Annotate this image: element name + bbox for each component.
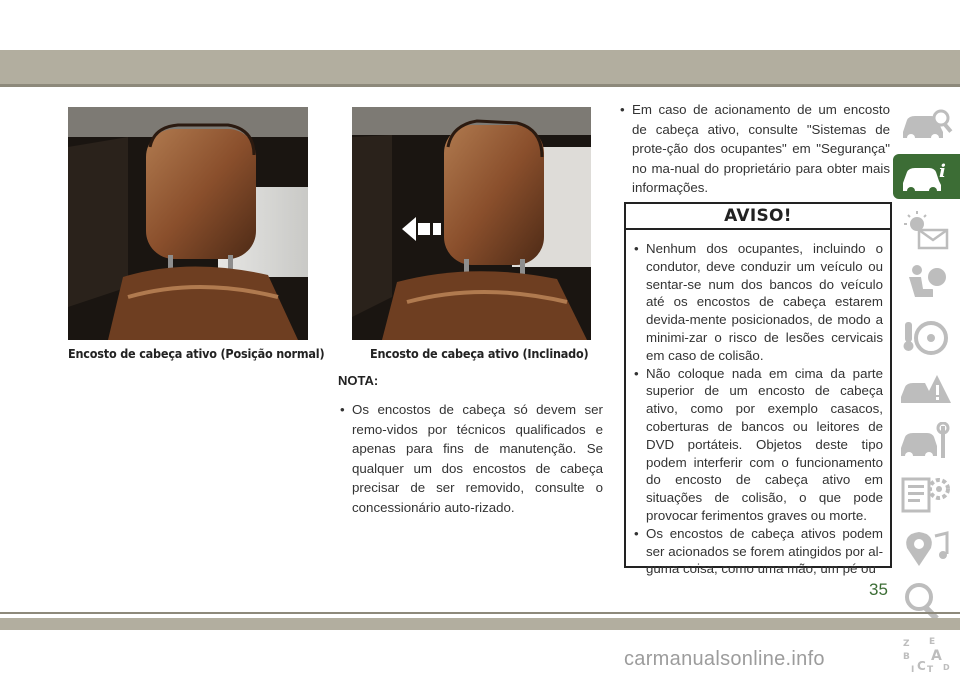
- alphabet-index-icon: [899, 634, 954, 674]
- bottom-band: [0, 618, 960, 630]
- svg-text:E: E: [929, 637, 936, 647]
- warning-body: [626, 230, 890, 578]
- note-text: [338, 400, 603, 517]
- headrest-inclined-photo: [352, 107, 591, 340]
- svg-text:Z: Z: [903, 639, 910, 649]
- warning-box: [624, 202, 892, 577]
- list-item: • Não coloque nada em cima da parte superior de um encosto de cabeça ativo, como por exemplo casacos, coberturas de bancos ou leitores de DVD portáteis. Objetos deste tipo podem interferir com o funcionamento do encosto de cabeça ativo em situações de colisão, o que pode provocar ferimentos graves ou morte.: [632, 365, 883, 525]
- tab-index[interactable]: [893, 578, 960, 623]
- figure-caption: Encosto de cabeça ativo (Posição normal): [68, 346, 325, 361]
- bottom-band-divider: [0, 612, 960, 614]
- watermark: carmanualsonline.info: [624, 648, 825, 670]
- tab-multimedia[interactable]: [893, 525, 960, 570]
- svg-text:i: i: [939, 161, 946, 182]
- list-item: • Os encostos de cabeça ativos podem ser acionados se forem atingidos por al-guma coisa, como uma mão, um pé ou: [632, 525, 883, 578]
- intro-text: [618, 100, 890, 198]
- tab-car-inspection[interactable]: [893, 101, 960, 146]
- tab-alphabetical-index[interactable]: [893, 631, 960, 676]
- page-number: 35: [869, 580, 888, 599]
- chapter-tabs: [893, 101, 960, 684]
- headrest-normal-photo: [68, 107, 308, 340]
- warning-title: AVISO!: [626, 204, 890, 230]
- car-tools-icon: [899, 422, 954, 462]
- tab-starting-operating[interactable]: [893, 313, 960, 358]
- tab-safety[interactable]: [893, 260, 960, 305]
- svg-text:I: I: [911, 665, 915, 674]
- svg-text:A: A: [931, 648, 942, 664]
- car-magnifier-icon: [899, 104, 954, 144]
- top-band: [0, 50, 960, 84]
- key-steering-wheel-icon: [899, 316, 954, 356]
- tab-technical-specs[interactable]: [893, 472, 960, 517]
- svg-text:T: T: [927, 665, 934, 674]
- svg-text:B: B: [903, 652, 910, 662]
- list-item: • Os encostos de cabeça só devem ser remo-vidos por técnicos qualificados e apenas para fins de manutenção. Se qualquer um dos encostos de cabeça precisar de ser removido, consulte o concessionário auto-rizado.: [338, 400, 603, 517]
- tab-car-info[interactable]: [893, 154, 960, 199]
- figure-caption: Encosto de cabeça ativo (Inclinado): [370, 346, 589, 361]
- tab-warning-lights[interactable]: [893, 207, 960, 252]
- tab-emergencies[interactable]: [893, 366, 960, 411]
- car-crash-warning-icon: [899, 369, 954, 409]
- warning-light-mail-icon: [899, 210, 954, 250]
- tab-servicing[interactable]: [893, 419, 960, 464]
- map-pin-music-icon: [899, 528, 954, 568]
- car-info-icon: [899, 157, 954, 197]
- list-item: • Em caso de acionamento de um encosto de cabeça ativo, consulte "Sistemas de prote-ção dos ocupantes" em "Segurança" no ma-nual do proprietário para obter mais informações.: [618, 100, 890, 198]
- list-item: • Nenhum dos ocupantes, incluindo o condutor, deve conduzir um veículo ou sentar-se num dos bancos do veículo até os encostos de cabeça estarem devida-mente posicionados, de modo a minimi-zar o risco de lesões cervicais em caso de colisão.: [632, 240, 883, 365]
- seated-person-airbag-icon: [899, 263, 954, 303]
- note-heading: NOTA:: [338, 373, 379, 388]
- list-gear-icon: [899, 475, 954, 515]
- svg-text:C: C: [917, 659, 926, 673]
- top-band-divider: [0, 84, 960, 87]
- magnifier-icon: [899, 581, 954, 621]
- svg-text:D: D: [943, 663, 950, 672]
